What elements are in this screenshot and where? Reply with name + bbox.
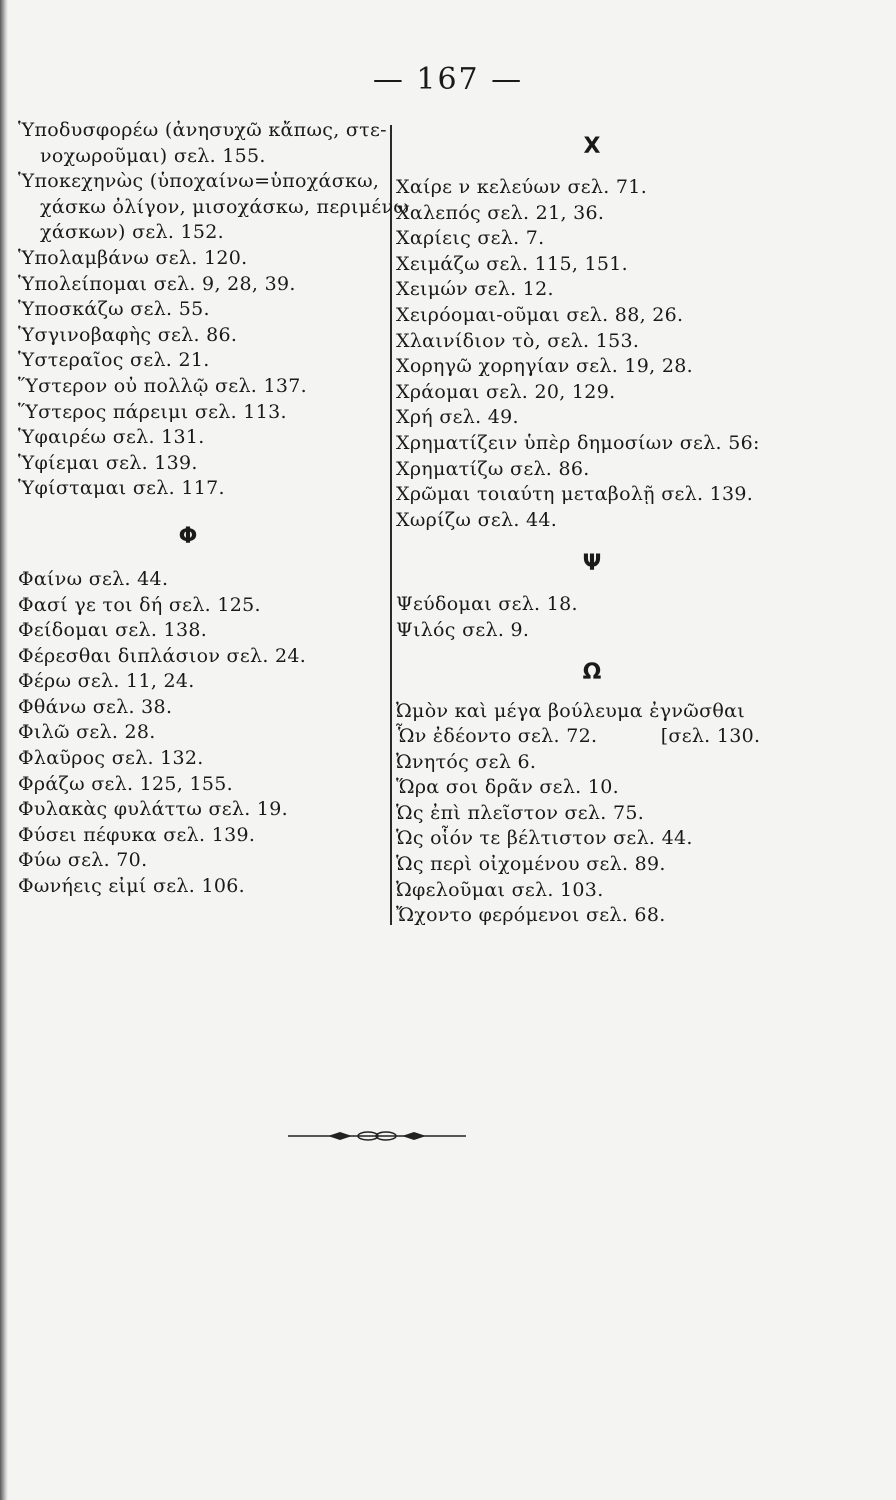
decorative-rule-ornament [288, 1128, 466, 1144]
index-entry: Ὑποκεχηνὼς (ὑποχαίνω=ὑποχάσκω, [18, 170, 380, 193]
index-entry: Χράομαι σελ. 20, 129. [396, 380, 616, 403]
page-number: — 167 — [372, 62, 524, 97]
index-entry: Ὥρα σοι δρᾶν σελ. 10. [396, 776, 619, 799]
section-header-psi: Ψ [582, 551, 602, 577]
index-entry: Φαίνω σελ. 44. [18, 567, 169, 590]
index-entry: Χαλεπός σελ. 21, 36. [396, 201, 605, 224]
index-entry: Χαρίεις σελ. 7. [396, 227, 545, 250]
index-entry: Ψεύδομαι σελ. 18. [396, 593, 578, 616]
index-entry: Φθάνω σελ. 38. [18, 695, 173, 718]
index-entry: Φύω σελ. 70. [18, 849, 148, 872]
index-entry: Ὑσγινοβαφὴς σελ. 86. [18, 323, 238, 346]
index-entry: Φυλακὰς φυλάττω σελ. 19. [18, 798, 289, 821]
upsilon-section [18, 118, 410, 502]
index-entry: Ὑστεραῖος σελ. 21. [18, 349, 210, 372]
index-entry: Χειμών σελ. 12. [396, 278, 554, 301]
index-entry: Χρηματίζω σελ. 86. [396, 457, 590, 480]
index-entry: Ὑποδυσφορέω (ἀνησυχῶ κἄπως, στε- [18, 119, 387, 141]
column-divider [390, 125, 392, 925]
index-entry: Ὑφίεμαι σελ. 139. [18, 451, 198, 474]
index-entry: Χωρίζω σελ. 44. [396, 508, 558, 531]
index-entry: Φασί γε τοι δή σελ. 125. [18, 593, 261, 616]
index-entry: Ὑπολείπομαι σελ. 9, 28, 39. [18, 272, 296, 295]
index-entry: Ὠνητός σελ 6. [396, 750, 537, 773]
right-column [396, 118, 788, 929]
index-entry: Ὤχοντο φερόμενοι σελ. 68. [396, 904, 666, 927]
index-entry: Ὕστερον οὐ πολλῷ σελ. 137. [18, 374, 307, 397]
index-entry-continuation: χάσκων) σελ. 152. [40, 221, 225, 244]
index-entry: Χορηγῶ χορηγίαν σελ. 19, 28. [396, 355, 693, 378]
index-entry: Χλαινίδιον τὸ, σελ. 153. [396, 329, 640, 352]
index-entry: Χειμάζω σελ. 115, 151. [396, 252, 629, 275]
index-entry-continuation: νοχωροῦμαι) σελ. 155. [40, 144, 266, 167]
index-entry: Ὡς περὶ οἰχομένου σελ. 89. [396, 853, 666, 876]
index-entry: Ὡς ἐπὶ πλεῖστον σελ. 75. [396, 801, 645, 824]
section-header-chi: Χ [583, 134, 601, 159]
index-entry: Ὡς οἷόν τε βέλτιστον σελ. 44. [396, 827, 693, 850]
index-entry-continuation: χάσκω ὀλίγον, μισοχάσκω, περιμένω [40, 195, 410, 218]
index-entry: Χαίρε ν κελεύων σελ. 71. [396, 176, 648, 198]
index-entry: Χρῶμαι τοιαύτη μεταβολῇ σελ. 139. [396, 483, 754, 506]
index-entry: Φωνήεις εἰμί σελ. 106. [18, 875, 245, 898]
index-entry: Ψιλός σελ. 9. [396, 618, 530, 641]
index-entry: Ὠμὸν καὶ μέγα βούλευμα ἐγνῶσθαι [396, 699, 745, 722]
index-entry: Φέρεσθαι διπλάσιον σελ. 24. [18, 644, 307, 667]
index-entry: Ὑπολαμβάνω σελ. 120. [18, 246, 248, 269]
index-entry: Χειρόομαι-οῦμαι σελ. 88, 26. [396, 303, 684, 326]
psi-section [396, 592, 788, 643]
omega-section [396, 699, 788, 929]
phi-section [18, 567, 390, 900]
index-entry: Φείδομαι σελ. 138. [18, 619, 208, 642]
index-entry: Φλαῦρος σελ. 132. [18, 747, 204, 770]
index-entry: Ὑφίσταμαι σελ. 117. [18, 477, 225, 500]
index-entry: Χρηματίζειν ὑπὲρ δημοσίων σελ. 56: [396, 431, 760, 454]
index-entry: Ὠφελοῦμαι σελ. 103. [396, 878, 604, 901]
index-entry: Φράζω σελ. 125, 155. [18, 772, 233, 795]
index-entry: Ὑποσκάζω σελ. 55. [18, 298, 210, 321]
chi-section [396, 175, 788, 533]
index-entry: Χρή σελ. 49. [396, 406, 519, 429]
page-binding-edge [0, 0, 8, 1500]
index-entry: Φέρω σελ. 11, 24. [18, 670, 195, 693]
left-column [18, 118, 410, 900]
section-header-phi: Φ [178, 523, 198, 549]
index-entry: Φιλῶ σελ. 28. [18, 721, 156, 744]
index-entry: Ὕστερος πάρειμι σελ. 113. [18, 400, 287, 423]
index-entry: Φύσει πέφυκα σελ. 139. [18, 823, 256, 846]
index-entry: Ὧν ἐδέοντο σελ. 72. [σελ. 130. [396, 725, 761, 748]
section-header-omega: Ω [582, 659, 602, 685]
index-entry: Ὑφαιρέω σελ. 131. [18, 426, 205, 449]
